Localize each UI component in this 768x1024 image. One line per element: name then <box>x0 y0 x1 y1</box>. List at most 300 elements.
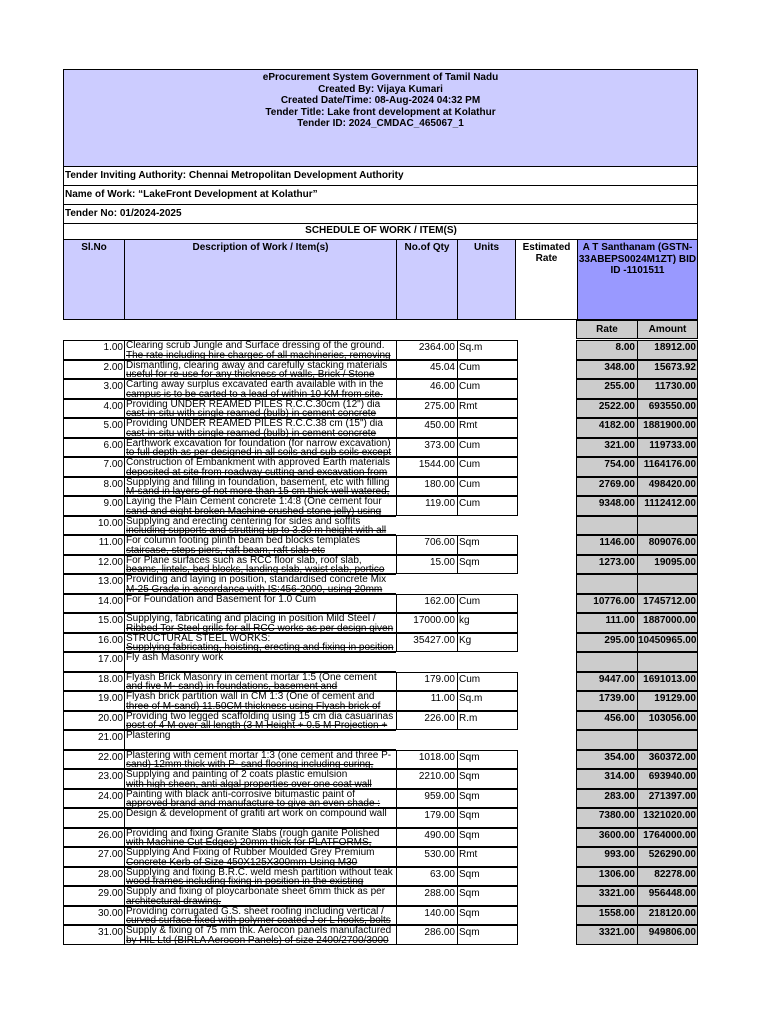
row-description <box>124 457 396 477</box>
description-line: architectural drawing. <box>126 895 222 906</box>
row-amount: 949806.00 <box>637 925 698 945</box>
row-slno: 2.00 <box>63 360 124 380</box>
row-estimated-rate <box>518 574 576 594</box>
row-amount: 360372.00 <box>637 750 698 770</box>
name-of-work: Name of Work: “LakeFront Development at Kolathur” <box>63 186 698 205</box>
tender-sheet <box>63 69 698 320</box>
row-estimated-rate <box>518 906 576 926</box>
row-description <box>124 906 396 926</box>
row-unit: Cum <box>457 438 518 458</box>
row-unit: Cum <box>457 672 518 692</box>
table-row <box>63 516 698 536</box>
row-rate <box>576 652 637 672</box>
row-description <box>124 867 396 887</box>
row-description <box>124 847 396 867</box>
row-unit <box>457 652 518 672</box>
row-unit: Kg <box>457 633 518 653</box>
col-amount: Amount <box>637 320 698 339</box>
row-rate: 295.00 <box>576 633 637 653</box>
description-line: Providing UNDER REAMED PILES R.C.C.30cm (12") dia <box>126 398 381 410</box>
description-line: Supplying fabricating, hoisting, erecting and fixing in position <box>126 642 394 652</box>
row-slno: 19.00 <box>63 691 124 711</box>
table-row <box>63 925 698 945</box>
row-slno: 8.00 <box>63 477 124 497</box>
row-slno: 16.00 <box>63 633 124 653</box>
row-rate: 9447.00 <box>576 672 637 692</box>
col-description: Description of Work / Item(s) <box>125 240 397 320</box>
col-slno: Sl.No <box>63 240 125 320</box>
description-line: three of M-sand) 11.50CM thickness using Flyash brick of <box>126 700 381 711</box>
row-rate: 1558.00 <box>576 906 637 926</box>
row-amount: 1691013.00 <box>637 672 698 692</box>
row-estimated-rate <box>518 672 576 692</box>
description-line: Ribbed Tor Steel grills for all RCC works as per design given <box>126 622 394 633</box>
row-qty: 179.00 <box>396 808 457 828</box>
row-unit: Sq.m <box>457 691 518 711</box>
row-rate: 1273.00 <box>576 555 637 575</box>
row-slno: 15.00 <box>63 613 124 633</box>
col-estimated-rate: Estimated Rate <box>516 240 577 320</box>
table-row <box>63 867 698 887</box>
row-description <box>124 379 396 399</box>
row-description <box>124 418 396 438</box>
row-amount: 498420.00 <box>637 477 698 497</box>
row-slno: 11.00 <box>63 535 124 555</box>
column-headers <box>63 240 698 320</box>
row-rate: 3600.00 <box>576 828 637 848</box>
table-row <box>63 477 698 497</box>
row-slno: 18.00 <box>63 672 124 692</box>
description-line: Fly ash Masonry work <box>126 652 224 663</box>
row-rate: 7380.00 <box>576 808 637 828</box>
row-amount: 1321020.00 <box>637 808 698 828</box>
col-rate: Rate <box>576 320 637 339</box>
created-by: Created By: Vijaya Kumari <box>318 83 443 95</box>
description-line: Supply & fixing of 75 mm thk. Aerocon panels manufactured <box>126 925 392 936</box>
row-rate: 348.00 <box>576 360 637 380</box>
row-qty: 1018.00 <box>396 750 457 770</box>
tender-authority: Tender Inviting Authority: Chennai Metropolitan Development Authority <box>63 167 698 186</box>
description-line: For Plane surfaces such as RCC floor slab, roof slab, <box>126 554 362 566</box>
row-amount: 1881900.00 <box>637 418 698 438</box>
row-qty <box>396 652 457 672</box>
row-amount: 11730.00 <box>637 379 698 399</box>
description-line: cast-in-situ with single reamed (bulb) in cement concrete <box>126 408 377 418</box>
table-row <box>63 379 698 399</box>
table-row <box>63 906 698 926</box>
row-amount: 10450965.00 <box>637 633 698 653</box>
row-qty: 119.00 <box>396 496 457 516</box>
row-slno: 28.00 <box>63 867 124 887</box>
row-rate <box>576 730 637 750</box>
row-estimated-rate <box>518 379 576 399</box>
row-amount: 1887000.00 <box>637 613 698 633</box>
description-line: cast-in-situ with single reamed (bulb) in cement concrete <box>126 427 377 438</box>
row-amount: 809076.00 <box>637 535 698 555</box>
description-line: post of 4 M over all length (3 M Height + 0.5 M Projection + <box>126 720 388 730</box>
description-line: Providing and fixing Granite Slabs (rough ganite Polished <box>126 827 380 839</box>
row-qty: 11.00 <box>396 691 457 711</box>
row-amount: 1164176.00 <box>637 457 698 477</box>
row-amount: 1745712.00 <box>637 594 698 614</box>
row-estimated-rate <box>518 613 576 633</box>
row-estimated-rate <box>518 477 576 497</box>
description-line: Providing UNDER REAMED PILES R.C.C.38 cm (15") dia <box>126 418 383 429</box>
description-line: Supplying And Fixing of Rubber Moulded Grey Premium <box>126 847 375 858</box>
description-line: Laying the Plain Cement concrete 1:4:8 (One cement four <box>126 496 382 507</box>
row-rate: 2522.00 <box>576 399 637 419</box>
row-unit: kg <box>457 613 518 633</box>
row-estimated-rate <box>518 457 576 477</box>
row-qty: 63.00 <box>396 867 457 887</box>
row-rate: 9348.00 <box>576 496 637 516</box>
bidder-subheader <box>576 320 698 339</box>
table-row <box>63 828 698 848</box>
schedule-title: SCHEDULE OF WORK / ITEM(S) <box>63 224 698 240</box>
description-line: Providing corrugated G.S. sheet roofing including vertical / <box>126 905 384 917</box>
row-estimated-rate <box>518 925 576 945</box>
system-title: eProcurement System Government of Tamil Nadu <box>262 72 499 83</box>
description-line: The rate including hire charges of all machineries, removing <box>126 349 391 360</box>
row-estimated-rate <box>518 769 576 789</box>
row-description <box>124 535 396 555</box>
row-qty: 706.00 <box>396 535 457 555</box>
row-rate: 8.00 <box>576 340 637 360</box>
row-rate: 3321.00 <box>576 925 637 945</box>
description-line: Supply and fixing of ploycarbonate sheet 6mm thick as per <box>126 886 386 897</box>
row-unit: Sqm <box>457 769 518 789</box>
row-unit: Cum <box>457 477 518 497</box>
description-line: campus is to be carted to a lead of within 10 KM from site. <box>126 388 383 399</box>
row-unit: Sqm <box>457 828 518 848</box>
row-unit: Sqm <box>457 750 518 770</box>
row-estimated-rate <box>518 535 576 555</box>
description-line: deposited at site from roadway cutting and excavation from <box>126 466 388 477</box>
tender-number: Tender No: 01/2024-2025 <box>63 205 698 224</box>
created-datetime: Created Date/Time: 08-Aug-2024 04:32 PM <box>280 95 481 106</box>
description-line: sand and eight broken Machine crushed stone jelly) using <box>126 505 382 516</box>
row-qty: 179.00 <box>396 672 457 692</box>
row-unit: Rmt <box>457 418 518 438</box>
row-estimated-rate <box>518 828 576 848</box>
row-rate: 1739.00 <box>576 691 637 711</box>
tender-title: Tender Title: Lake front development at Kolathur <box>265 106 496 118</box>
description-line: Construction of Embankment with approved Earth materials <box>126 457 391 468</box>
description-line: Clearing scrub Jungle and Surface dressing of the ground. <box>126 340 385 351</box>
row-estimated-rate <box>518 438 576 458</box>
row-rate: 993.00 <box>576 847 637 867</box>
description-line: Plastering with cement mortar 1:3 (one cement and three P- <box>126 749 392 761</box>
row-amount: 19129.00 <box>637 691 698 711</box>
row-unit: Sq.m <box>457 340 518 360</box>
row-qty: 490.00 <box>396 828 457 848</box>
description-line: Design & development of grafiti art work on compound wall <box>126 808 387 819</box>
row-rate: 2769.00 <box>576 477 637 497</box>
row-slno: 22.00 <box>63 750 124 770</box>
description-line: For column footing plinth beam bed blocks templates <box>126 535 361 546</box>
row-qty: 530.00 <box>396 847 457 867</box>
row-rate: 754.00 <box>576 457 637 477</box>
row-rate <box>576 516 637 536</box>
row-estimated-rate <box>518 730 576 750</box>
row-slno: 31.00 <box>63 925 124 945</box>
description-line: Dismantling, clearing away and carefully stacking materials <box>126 359 388 371</box>
row-qty: 373.00 <box>396 438 457 458</box>
description-line: useful for re-use for any thickness of walls, Brick / Stone <box>126 369 375 379</box>
description-line: Concrete Kerb of Size 450X125X300mm Using M30 <box>126 856 358 867</box>
row-unit: Cum <box>457 594 518 614</box>
row-estimated-rate <box>518 516 576 536</box>
row-qty: 959.00 <box>396 789 457 809</box>
row-rate <box>576 574 637 594</box>
description-line: curved surface fixed with polymer coated J or L hooks, bolts <box>126 915 391 925</box>
row-slno: 24.00 <box>63 789 124 809</box>
row-rate: 456.00 <box>576 711 637 731</box>
table-row <box>63 457 698 477</box>
row-qty: 288.00 <box>396 886 457 906</box>
table-row <box>63 750 698 770</box>
table-row <box>63 574 698 594</box>
row-rate: 354.00 <box>576 750 637 770</box>
table-row <box>63 652 698 672</box>
table-row <box>63 711 698 731</box>
row-unit: Sqm <box>457 867 518 887</box>
row-amount <box>637 652 698 672</box>
row-amount: 526290.00 <box>637 847 698 867</box>
row-amount: 103056.00 <box>637 711 698 731</box>
row-slno: 25.00 <box>63 808 124 828</box>
row-description <box>124 808 396 828</box>
description-line: Providing and laying in position, standardised concrete Mix <box>126 574 387 585</box>
description-line: to full depth as per designed in all soils and sub soils except <box>126 447 392 457</box>
row-unit: Cum <box>457 457 518 477</box>
row-unit: Rmt <box>457 399 518 419</box>
description-line: STRUCTURAL STEEL WORKS: <box>126 632 271 644</box>
description-line: Supplying, fabricating and placing in position Mild Steel / <box>126 613 376 624</box>
row-description <box>124 574 396 594</box>
row-qty: 180.00 <box>396 477 457 497</box>
row-estimated-rate <box>518 633 576 653</box>
row-qty: 45.04 <box>396 360 457 380</box>
row-estimated-rate <box>518 789 576 809</box>
row-qty: 35427.00 <box>396 633 457 653</box>
row-estimated-rate <box>518 399 576 419</box>
row-description <box>124 789 396 809</box>
description-line: approved brand and manufacture to give an even shade : <box>126 798 381 808</box>
row-unit: Sqm <box>457 555 518 575</box>
row-amount: 218120.00 <box>637 906 698 926</box>
description-line: by HIL Ltd (BIRLA Aerocon Panels) of size 2400/2700/3000 <box>126 934 389 945</box>
row-rate: 3321.00 <box>576 886 637 906</box>
row-slno: 17.00 <box>63 652 124 672</box>
description-line: Supplying and erecting centering for sides and soffits <box>126 515 361 527</box>
row-description <box>124 555 396 575</box>
row-unit <box>457 516 518 536</box>
row-description <box>124 652 396 672</box>
row-amount: 15673.92 <box>637 360 698 380</box>
row-unit: Cum <box>457 360 518 380</box>
row-qty: 140.00 <box>396 906 457 926</box>
description-line: Earthwork excavation for foundation (for narrow excavation) <box>126 437 391 449</box>
row-unit: Cum <box>457 496 518 516</box>
row-unit: Sqm <box>457 886 518 906</box>
description-line: Carting away surplus excavated earth available with in the <box>126 379 384 390</box>
row-unit: Sqm <box>457 789 518 809</box>
row-description <box>124 828 396 848</box>
description-line: Supplying and filling in foundation, basement, etc with filling <box>126 476 390 488</box>
row-estimated-rate <box>518 750 576 770</box>
row-slno: 14.00 <box>63 594 124 614</box>
row-estimated-rate <box>518 360 576 380</box>
table-row <box>63 496 698 516</box>
row-description <box>124 399 396 419</box>
row-estimated-rate <box>518 555 576 575</box>
row-description <box>124 340 396 360</box>
row-slno: 9.00 <box>63 496 124 516</box>
row-amount: 1112412.00 <box>637 496 698 516</box>
row-rate: 1306.00 <box>576 867 637 887</box>
sheet-header <box>63 69 698 167</box>
row-description <box>124 730 396 750</box>
row-qty: 1544.00 <box>396 457 457 477</box>
description-line: Supplying and painting of 2 coats plastic emulsion <box>126 769 348 780</box>
row-slno: 5.00 <box>63 418 124 438</box>
row-description <box>124 925 396 945</box>
row-unit: Sqm <box>457 906 518 926</box>
row-description <box>124 477 396 497</box>
row-slno: 26.00 <box>63 828 124 848</box>
row-qty <box>396 516 457 536</box>
row-estimated-rate <box>518 847 576 867</box>
row-qty: 450.00 <box>396 418 457 438</box>
row-unit: Cum <box>457 379 518 399</box>
row-amount: 18912.00 <box>637 340 698 360</box>
row-rate: 321.00 <box>576 438 637 458</box>
row-estimated-rate <box>518 652 576 672</box>
row-unit: Sqm <box>457 808 518 828</box>
row-amount: 956448.00 <box>637 886 698 906</box>
row-qty: 275.00 <box>396 399 457 419</box>
row-slno: 29.00 <box>63 886 124 906</box>
row-rate: 283.00 <box>576 789 637 809</box>
row-qty: 17000.00 <box>396 613 457 633</box>
row-amount <box>637 730 698 750</box>
description-line: with Machine Cut Edges) 20mm thick for PLATFORMS, <box>126 837 372 847</box>
table-row <box>63 340 698 360</box>
description-line: with high sheen, anti algal properties over one coat wall <box>126 778 372 789</box>
row-amount: 1764000.00 <box>637 828 698 848</box>
row-unit <box>457 730 518 750</box>
row-unit <box>457 574 518 594</box>
description-line: and five M- sand) in foundations, basement and <box>126 681 338 691</box>
row-description <box>124 769 396 789</box>
table-row <box>63 808 698 828</box>
table-row <box>63 535 698 555</box>
description-line: Plastering <box>126 730 171 741</box>
col-qty: No.of Qty <box>397 240 458 320</box>
table-row <box>63 399 698 419</box>
description-line: Providing two legged scaffolding using 15 cm dia casuarinas <box>126 710 394 722</box>
description-line: wood frames including fixing in position in the existing <box>126 876 364 886</box>
row-description <box>124 672 396 692</box>
description-line: Flyash brick partition wall in CM 1:3 (One of cement and <box>126 691 375 702</box>
table-row <box>63 360 698 380</box>
row-unit: Sqm <box>457 535 518 555</box>
row-unit: R.m <box>457 711 518 731</box>
row-rate: 314.00 <box>576 769 637 789</box>
row-qty: 15.00 <box>396 555 457 575</box>
row-description <box>124 711 396 731</box>
row-slno: 20.00 <box>63 711 124 731</box>
row-rate: 255.00 <box>576 379 637 399</box>
row-amount: 271397.00 <box>637 789 698 809</box>
row-unit: Sqm <box>457 925 518 945</box>
items-table <box>63 340 698 945</box>
row-qty: 2364.00 <box>396 340 457 360</box>
row-amount <box>637 516 698 536</box>
row-description <box>124 438 396 458</box>
row-amount: 82278.00 <box>637 867 698 887</box>
table-row <box>63 789 698 809</box>
row-description <box>124 750 396 770</box>
row-amount: 19095.00 <box>637 555 698 575</box>
row-qty: 226.00 <box>396 711 457 731</box>
row-rate: 1146.00 <box>576 535 637 555</box>
row-description <box>124 496 396 516</box>
row-amount: 693940.00 <box>637 769 698 789</box>
row-qty: 286.00 <box>396 925 457 945</box>
row-estimated-rate <box>518 867 576 887</box>
description-line: M-25 Grade in accordance with IS:456-2000, using 20mm <box>126 583 383 594</box>
row-estimated-rate <box>518 496 576 516</box>
row-slno: 4.00 <box>63 399 124 419</box>
row-description <box>124 633 396 653</box>
row-estimated-rate <box>518 418 576 438</box>
row-amount: 119733.00 <box>637 438 698 458</box>
row-description <box>124 886 396 906</box>
table-row <box>63 555 698 575</box>
row-slno: 23.00 <box>63 769 124 789</box>
description-line: For Foundation and Basement for 1.0 Cum <box>126 593 317 605</box>
table-row <box>63 633 698 653</box>
row-description <box>124 516 396 536</box>
row-slno: 27.00 <box>63 847 124 867</box>
description-line: Supplying and fixing B.R.C. weld mesh partition without teak <box>126 866 393 878</box>
tender-id: Tender ID: 2024_CMDAC_465067_1 <box>297 118 464 129</box>
col-units: Units <box>458 240 516 320</box>
row-slno: 3.00 <box>63 379 124 399</box>
row-description <box>124 691 396 711</box>
description-line: M-sand in layers of not more than 15 cm thick well watered, <box>126 486 390 496</box>
row-qty: 46.00 <box>396 379 457 399</box>
table-row <box>63 418 698 438</box>
table-row <box>63 691 698 711</box>
row-qty: 162.00 <box>396 594 457 614</box>
col-bidder: A T Santhanam (GSTN-33ABEPS0024M1ZT) BID ID -1101511 <box>577 240 698 320</box>
description-line: including supports and strutting up to 3.30 m height with all <box>126 525 387 535</box>
row-amount: 693550.00 <box>637 399 698 419</box>
row-estimated-rate <box>518 691 576 711</box>
row-estimated-rate <box>518 808 576 828</box>
table-row <box>63 613 698 633</box>
table-row <box>63 672 698 692</box>
row-qty: 2210.00 <box>396 769 457 789</box>
row-qty <box>396 574 457 594</box>
table-row <box>63 847 698 867</box>
row-slno: 21.00 <box>63 730 124 750</box>
row-estimated-rate <box>518 340 576 360</box>
row-description <box>124 613 396 633</box>
